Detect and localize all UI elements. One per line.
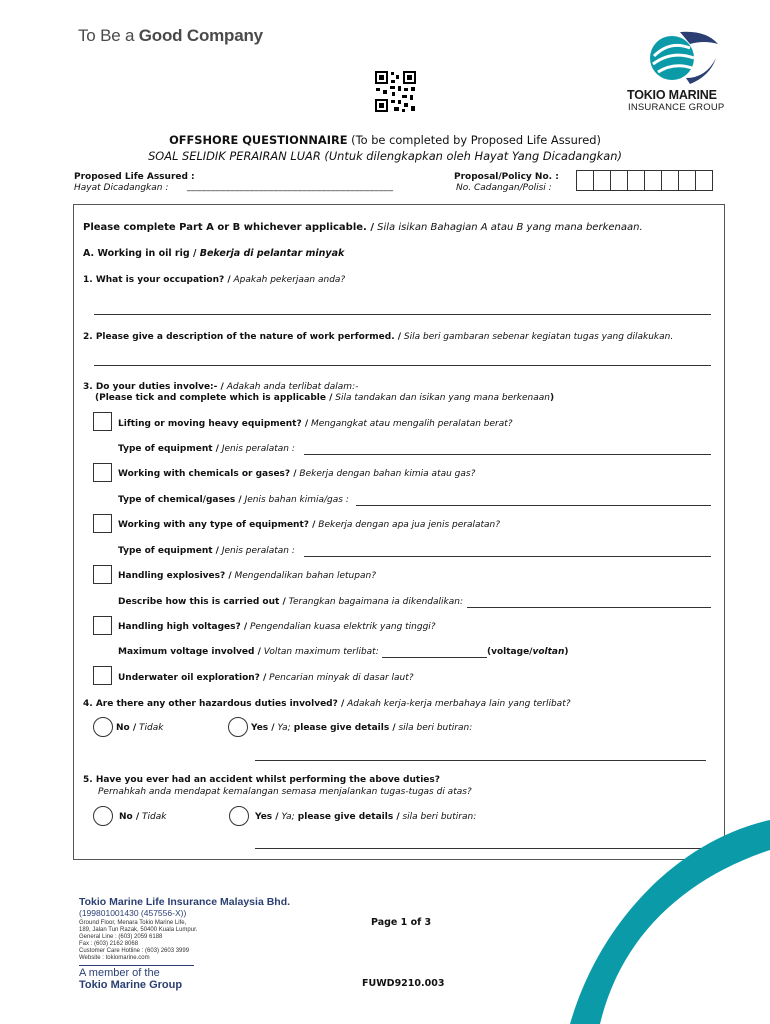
explosives-label: Handling explosives? / Mengendalikan bahan letupan? xyxy=(118,571,376,581)
equipment-type-label: Type of equipment / Jenis peralatan : xyxy=(118,546,295,556)
footer-address-1: Ground Floor, Menara Tokio Marine Life, xyxy=(79,920,187,926)
lifting-label: Lifting or moving heavy equipment? / Mengangkat atau mengalih peralatan berat? xyxy=(118,419,513,429)
life-assured-label: Proposed Life Assured : xyxy=(74,172,195,182)
form-title-malay: SOAL SELIDIK PERAIRAN LUAR (Untuk dilengkapkan oleh Hayat Yang Dicadangkan) xyxy=(148,149,622,163)
policy-digit-box[interactable] xyxy=(662,171,679,190)
policy-digit-box[interactable] xyxy=(645,171,662,190)
high-voltage-label: Handling high voltages? / Pengendalian kuasa elektrik yang tinggi? xyxy=(118,622,436,632)
form-title: OFFSHORE QUESTIONNAIRE (To be completed by Proposed Life Assured) xyxy=(169,133,601,147)
policy-no-label: Proposal/Policy No. : xyxy=(454,172,559,182)
chemical-type-label: Type of chemical/gases / Jenis bahan kimia/gas : xyxy=(118,495,349,505)
underwater-label: Underwater oil exploration? / Pencarian minyak di dasar laut? xyxy=(118,673,414,683)
lifting-equipment-line[interactable] xyxy=(304,454,711,455)
footer-company: Tokio Marine Life Insurance Malaysia Bhd. xyxy=(79,896,291,908)
footer-website: Website : tokiomarine.com xyxy=(79,955,150,961)
equipment-label: Working with any type of equipment? / Bekerja dengan apa jua jenis peralatan? xyxy=(118,520,501,530)
q1-answer-line[interactable] xyxy=(94,314,711,315)
footer-member-text: A member of the Tokio Marine Group xyxy=(79,967,183,991)
policy-digit-box[interactable] xyxy=(628,171,645,190)
qr-code-icon xyxy=(374,70,417,113)
chemicals-label: Working with chemicals or gases? / Bekerja dengan bahan kimia atau gas? xyxy=(118,469,476,479)
max-voltage-label: Maximum voltage involved / Voltan maximum terlibat: xyxy=(118,647,379,657)
q3-instruction: (Please tick and complete which is applicable / Sila tandakan dan isikan yang mana berkenaan) xyxy=(95,393,555,403)
q2-question: 2. Please give a description of the nature of work performed. / Sila beri gambaran sebenar kegiatan tugas yang dilakukan. xyxy=(83,332,674,342)
q4-yes-radio[interactable] xyxy=(228,717,248,737)
policy-digit-box[interactable] xyxy=(611,171,628,190)
page-number: Page 1 of 3 xyxy=(371,917,432,928)
explosives-checkbox[interactable] xyxy=(93,565,112,584)
policy-no-boxes[interactable] xyxy=(576,170,713,191)
q5-no-radio[interactable] xyxy=(93,806,113,826)
q2-answer-line[interactable] xyxy=(94,365,711,366)
logo-name: TOKIO MARINE xyxy=(627,88,717,102)
q1-question: 1. What is your occupation? / Apakah pekerjaan anda? xyxy=(83,275,346,285)
q4-question: 4. Are there any other hazardous duties involved? / Adakah kerja-kerja merbahaya lain yang terlibat? xyxy=(83,699,571,709)
q5-yes-radio[interactable] xyxy=(229,806,249,826)
voltage-unit: (voltage/voltan) xyxy=(487,647,569,657)
logo-subtitle: INSURANCE GROUP xyxy=(628,102,725,113)
high-voltage-checkbox[interactable] xyxy=(93,616,112,635)
footer-divider xyxy=(79,965,194,966)
policy-digit-box[interactable] xyxy=(577,171,594,190)
policy-no-label-malay: No. Cadangan/Polisi : xyxy=(456,183,552,193)
q3-question: 3. Do your duties involve:- / Adakah anda terlibat dalam:- xyxy=(83,382,359,392)
q5-question: 5. Have you ever had an accident whilst performing the above duties? xyxy=(83,775,440,785)
equipment-type-line[interactable] xyxy=(304,556,711,557)
footer-fax: Fax : (603) 2162 8068 xyxy=(79,941,139,947)
footer-general-line: General Line : (603) 2059 6188 xyxy=(79,934,163,940)
chemicals-checkbox[interactable] xyxy=(93,463,112,482)
lifting-equipment-label: Type of equipment / Jenis peralatan : xyxy=(118,444,295,454)
life-assured-label-malay: Hayat Dicadangkan : xyxy=(74,183,169,193)
explosives-describe-line[interactable] xyxy=(467,607,711,608)
policy-digit-box[interactable] xyxy=(679,171,696,190)
footer-registration: (199801001430 (457556-X)) xyxy=(79,908,187,918)
decorative-swoosh-icon xyxy=(560,820,770,1024)
form-code: FUWD9210.003 xyxy=(362,978,445,989)
q4-no-radio[interactable] xyxy=(93,717,113,737)
q4-no-label: No / Tidak xyxy=(116,723,164,733)
q5-yes-label: Yes / Ya; please give details / sila beri butiran: xyxy=(255,812,477,822)
max-voltage-line[interactable] xyxy=(382,657,487,658)
footer-address-2: 189, Jalan Tun Razak, 50400 Kuala Lumpur. xyxy=(79,927,198,933)
q5-no-label: No / Tidak xyxy=(119,812,167,822)
policy-digit-box[interactable] xyxy=(594,171,611,190)
life-assured-input[interactable]: ___________________________________________ xyxy=(187,182,394,192)
slogan: To Be a Good Company xyxy=(78,26,263,45)
footer-care-line: Customer Care Hotline : (603) 2603 3999 xyxy=(79,948,190,954)
chemical-type-line[interactable] xyxy=(356,505,711,506)
lifting-checkbox[interactable] xyxy=(93,412,112,431)
intro-text: Please complete Part A or B whichever applicable. / Sila isikan Bahagian A atau B yang mana berkenaan. xyxy=(83,222,643,233)
q5-question-malay: Pernahkah anda mendapat kemalangan semasa menjalankan tugas-tugas di atas? xyxy=(98,787,472,797)
policy-digit-box[interactable] xyxy=(696,171,712,190)
q4-yes-label: Yes / Ya; please give details / sila beri butiran: xyxy=(251,723,473,733)
tokio-marine-logo-icon xyxy=(640,28,722,86)
questionnaire-frame xyxy=(73,204,725,860)
underwater-checkbox[interactable] xyxy=(93,666,112,685)
equipment-checkbox[interactable] xyxy=(93,514,112,533)
q4-details-line[interactable] xyxy=(255,760,706,761)
section-a-heading: A. Working in oil rig / Bekerja di pelantar minyak xyxy=(83,248,345,259)
explosives-describe-label: Describe how this is carried out / Terangkan bagaimana ia dikendalikan: xyxy=(118,597,463,607)
